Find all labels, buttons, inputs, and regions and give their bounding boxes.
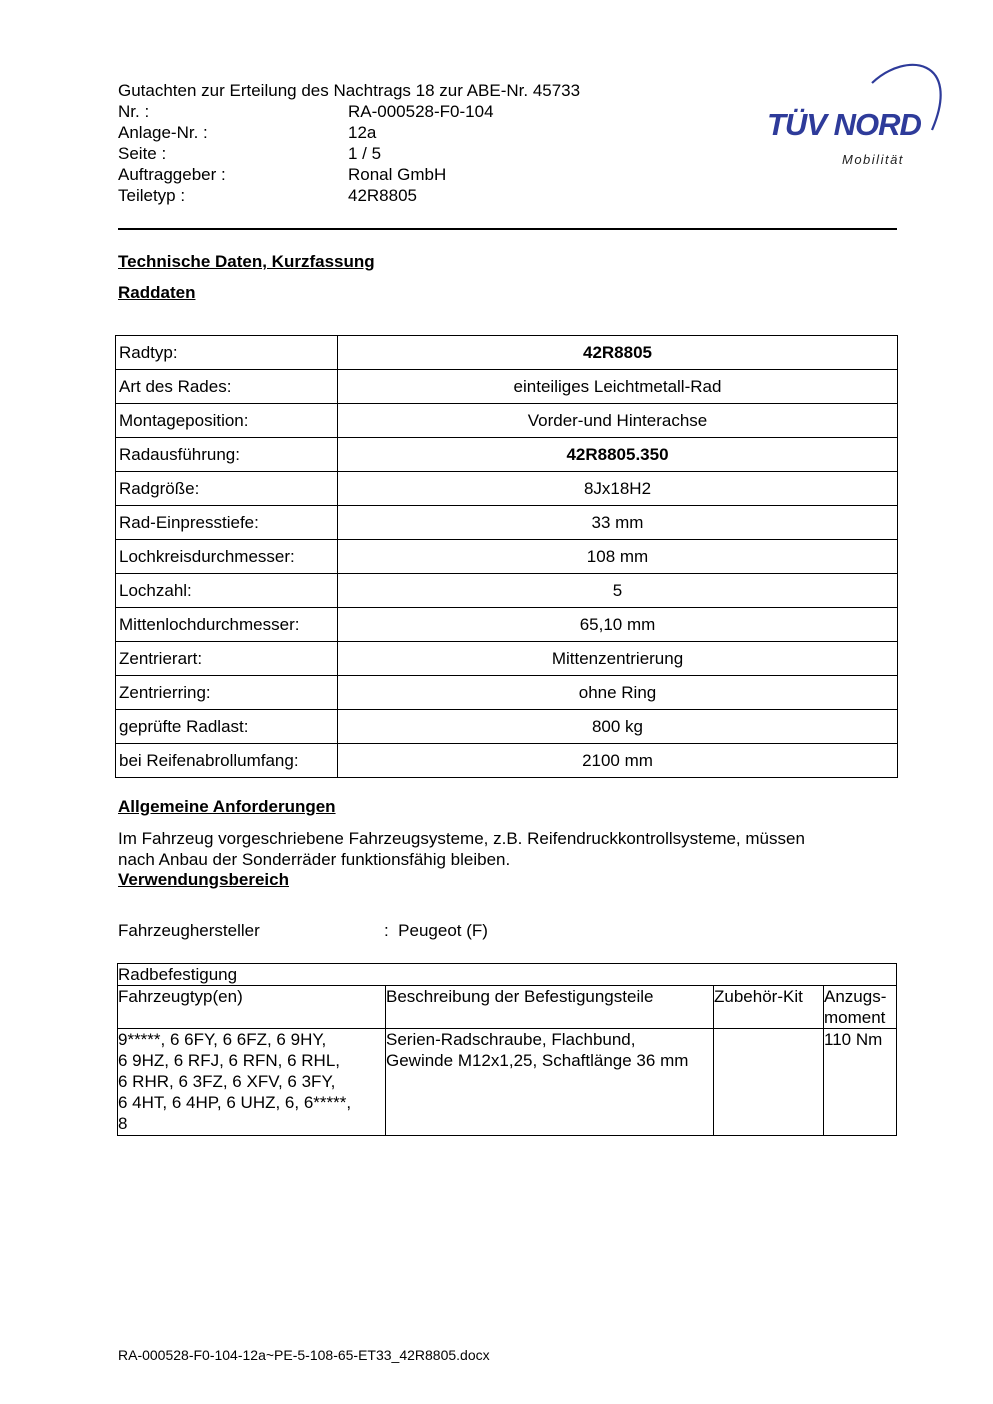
wheel-data-table (115, 335, 898, 778)
table-value-cell: 2100 mm (338, 744, 898, 778)
table-value-cell: ohne Ring (338, 676, 898, 710)
table-row (116, 608, 898, 642)
general-text-line-2: nach Anbau der Sonderräder funktionsfähig bleiben. (118, 850, 511, 869)
table-key-cell: Mittenlochdurchmesser: (116, 608, 338, 642)
header-field-value: RA-000528-F0-104 (348, 102, 494, 121)
table-key-cell: Zentrierart: (116, 642, 338, 676)
table-key-cell: Radausführung: (116, 438, 338, 472)
table-row (116, 506, 898, 540)
table-row (116, 404, 898, 438)
table-row (116, 574, 898, 608)
table-value-cell: einteiliges Leichtmetall-Rad (338, 370, 898, 404)
mounting-table (117, 963, 897, 1136)
table-key-cell: Lochzahl: (116, 574, 338, 608)
table-value-cell: 42R8805.350 (338, 438, 898, 472)
table-key-cell: Radtyp: (116, 336, 338, 370)
header-fastening-description: Beschreibung der Befestigungsteile (386, 986, 714, 1029)
heading-general-requirements: Allgemeine Anforderungen (118, 797, 336, 816)
footer-filename: RA-000528-F0-104-12a~PE-5-108-65-ET33_42R8805.docx (118, 1347, 490, 1363)
mounting-table-caption: Radbefestigung (118, 964, 897, 986)
fastening-description-cell (386, 1029, 714, 1136)
logo-brand: TÜV NORD (767, 107, 921, 142)
table-value-cell: 65,10 mm (338, 608, 898, 642)
table-value-cell: 800 kg (338, 710, 898, 744)
table-key-cell: Art des Rades: (116, 370, 338, 404)
torque-cell: 110 Nm (824, 1029, 897, 1136)
document-title-line: Gutachten zur Erteilung des Nachtrags 18 zur ABE-Nr. 45733 (118, 81, 581, 100)
header-field-value: 42R8805 (348, 186, 418, 205)
table-key-cell: Montageposition: (116, 404, 338, 438)
header-field-label: Nr. : (118, 102, 150, 121)
table-row (116, 642, 898, 676)
vehicle-type-line: 6 9HZ, 6 RFJ, 6 RFN, 6 RHL, (118, 1051, 340, 1070)
table-key-cell: geprüfte Radlast: (116, 710, 338, 744)
table-row (116, 540, 898, 574)
table-value-cell: 42R8805 (338, 336, 898, 370)
header-field-label: Seite : (118, 144, 167, 163)
table-key-cell: Rad-Einpresstiefe: (116, 506, 338, 540)
table-key-cell: Lochkreisdurchmesser: (116, 540, 338, 574)
manufacturer-label: Fahrzeughersteller (118, 921, 260, 940)
header-accessory-kit: Zubehör-Kit (714, 986, 824, 1029)
table-key-cell: Zentrierring: (116, 676, 338, 710)
table-row (116, 744, 898, 778)
accessory-kit-cell (714, 1029, 824, 1136)
table-row (116, 676, 898, 710)
header-field-label: Anlage-Nr. : (118, 123, 208, 142)
table-value-cell: 33 mm (338, 506, 898, 540)
table-key-cell: bei Reifenabrollumfang: (116, 744, 338, 778)
heading-wheel-data: Raddaten (118, 283, 196, 302)
description-line: Serien-Radschraube, Flachbund, (386, 1030, 636, 1049)
table-row (116, 438, 898, 472)
header-field-label: Teiletyp : (118, 186, 186, 205)
table-value-cell: 8Jx18H2 (338, 472, 898, 506)
header-field-value: 12a (348, 123, 377, 142)
table-row (116, 472, 898, 506)
header-torque: Anzugs- moment (824, 986, 897, 1029)
vehicle-types-cell (118, 1029, 386, 1136)
table-value-cell: Mittenzentrierung (338, 642, 898, 676)
table-row (118, 1029, 897, 1136)
tuev-nord-logo (762, 55, 942, 175)
heading-technical-data: Technische Daten, Kurzfassung (118, 252, 375, 271)
header-divider (118, 228, 897, 230)
vehicle-type-line: 8 (118, 1114, 128, 1133)
vehicle-type-line: 6 RHR, 6 3FZ, 6 XFV, 6 3FY, (118, 1072, 336, 1091)
table-value-cell: 5 (338, 574, 898, 608)
table-row (116, 710, 898, 744)
logo-subtitle: Mobilität (842, 152, 904, 167)
table-row (116, 370, 898, 404)
table-value-cell: 108 mm (338, 540, 898, 574)
header-field-value: 1 / 5 (348, 144, 382, 163)
general-text-line-1: Im Fahrzeug vorgeschriebene Fahrzeugsysteme, z.B. Reifendruckkontrollsysteme, müssen (118, 829, 805, 848)
table-row (116, 336, 898, 370)
vehicle-type-line: 6 4HT, 6 4HP, 6 UHZ, 6, 6*****, (118, 1093, 352, 1112)
table-value-cell: Vorder-und Hinterachse (338, 404, 898, 438)
header-field-label: Auftraggeber : (118, 165, 226, 184)
manufacturer-value: : Peugeot (F) (384, 921, 488, 940)
header-vehicle-types: Fahrzeugtyp(en) (118, 986, 386, 1029)
vehicle-type-line: 9*****, 6 6FY, 6 6FZ, 6 9HY, (118, 1030, 327, 1049)
description-line: Gewinde M12x1,25, Schaftlänge 36 mm (386, 1051, 689, 1070)
header-field-value: Ronal GmbH (348, 165, 447, 184)
table-key-cell: Radgröße: (116, 472, 338, 506)
heading-usage-range: Verwendungsbereich (118, 870, 289, 889)
general-requirements-text (118, 828, 888, 870)
